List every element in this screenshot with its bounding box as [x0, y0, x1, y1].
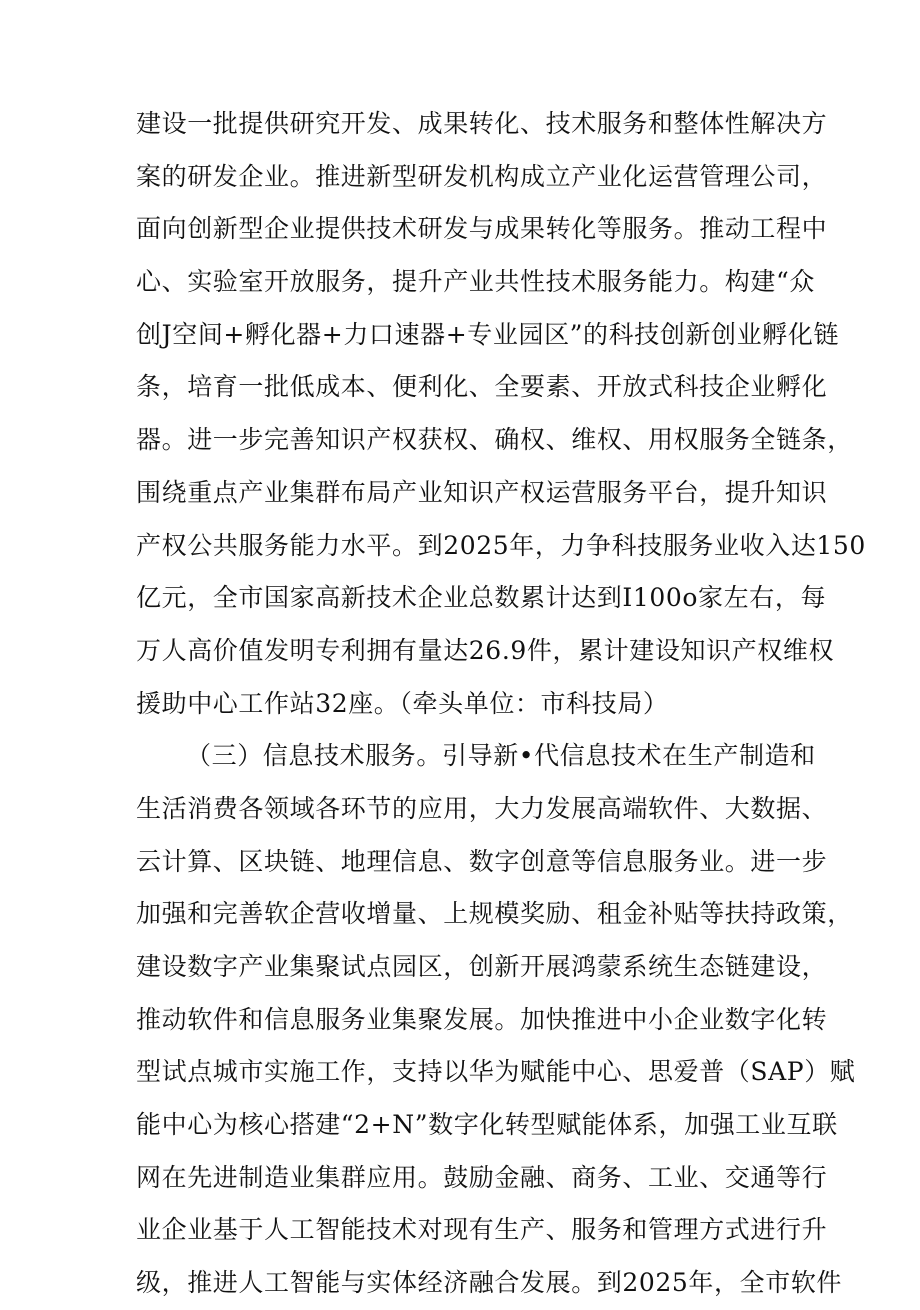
text-line: 创J空间+孵化器+力口速器+专业园区”的科技创新创业孵化链: [136, 319, 840, 349]
text-line: 加强和完善软企营收增量、上规模奖励、租金补贴等扶持政策，: [136, 899, 853, 929]
text-line: 援助中心工作站32座。（牵头单位：市科技局）: [136, 688, 669, 718]
text-line: 型试点城市实施工作，支持以华为赋能中心、思爱普（SAP）赋: [136, 1057, 856, 1087]
text-line: 面向创新型企业提供技术研发与成果转化等服务。推动工程中: [136, 214, 828, 244]
text-line: 业企业基于人工智能技术对现有生产、服务和管理方式进行升: [136, 1215, 828, 1245]
text-line: 条，培育一批低成本、便利化、全要素、开放式科技企业孵化: [136, 372, 828, 402]
body-text: [136, 98, 866, 1310]
text-line: 级，推进人工智能与实体经济融合发展。到2025年，全市软件: [136, 1268, 843, 1298]
text-line: 案的研发企业。推进新型研发机构成立产业化运营管理公司，: [136, 161, 828, 191]
text-line: 围绕重点产业集群布局产业知识产权运营服务平台，提升知识: [136, 477, 828, 507]
text-line: 万人高价值发明专利拥有量达26.9件，累计建设知识产权维权: [136, 635, 835, 665]
text-line: 生活消费各领域各环节的应用，大力发展高端软件、大数据、: [136, 793, 828, 823]
section-heading-line: （三）信息技术服务。引导新•代信息技术在生产制造和: [186, 741, 816, 771]
text-line: 能中心为核心搭建“2+N”数字化转型赋能体系，加强工业互联: [136, 1110, 838, 1140]
text-line: 云计算、区块链、地理信息、数字创意等信息服务业。进一步: [136, 846, 828, 876]
text-line: 建设一批提供研究开发、成果转化、技术服务和整体性解决方: [136, 109, 828, 138]
text-line: 建设数字产业集聚试点园区，创新开展鸿蒙系统生态链建设，: [136, 952, 828, 981]
text-line: 产权公共服务能力水平。到2025年，力争科技服务业收入达150: [136, 530, 866, 560]
text-line: 器。进一步完善知识产权获权、确权、维权、用权服务全链条，: [136, 425, 853, 455]
text-line: 心、实验室开放服务，提升产业共性技术服务能力。构建“众: [136, 267, 815, 297]
text-line: 推动软件和信息服务业集聚发展。加快推进中小企业数字化转: [136, 1004, 828, 1034]
text-line: 网在先进制造业集群应用。鼓励金融、商务、工业、交通等行: [136, 1162, 828, 1192]
text-line: 亿元，全市国家高新技术企业总数累计达到I100o家左右，每: [136, 583, 827, 613]
